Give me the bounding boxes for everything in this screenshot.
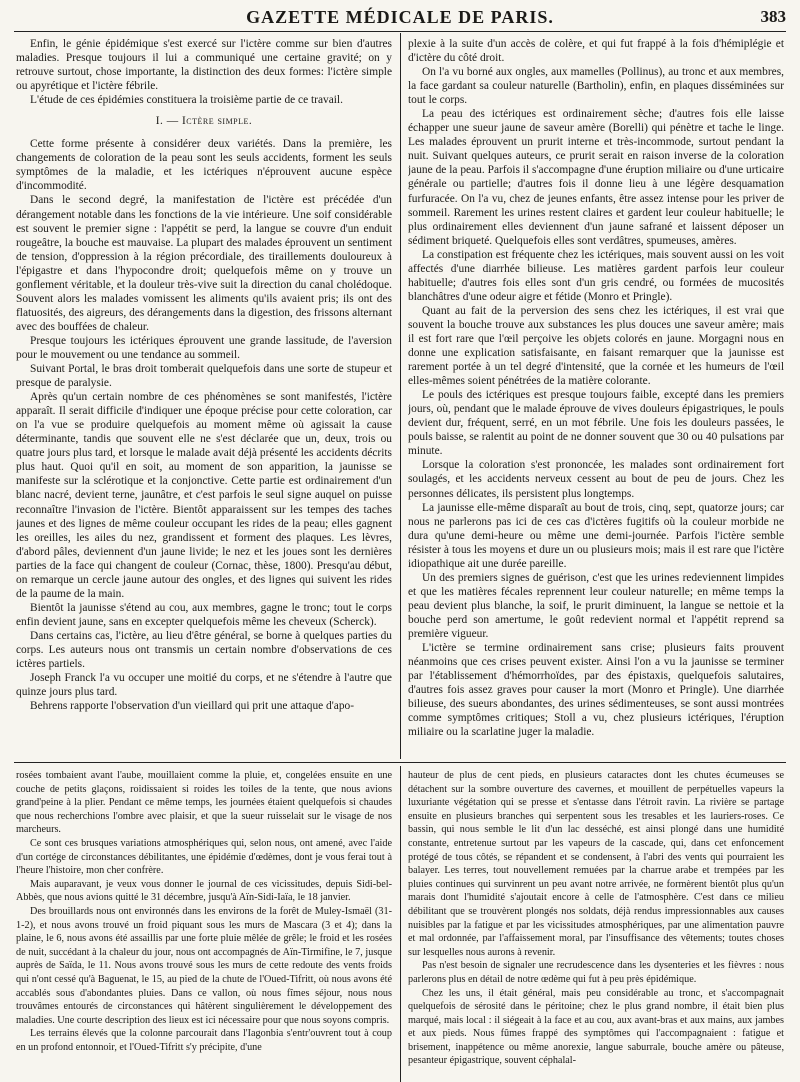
paragraph: Ce sont ces brusques variations atmosphériques qui, selon nous, ont amené, avec l'aide d'un cortége de circonstances débilitantes, une épidémie d'œdèmes, dont je vous ferai tout à l'heure l'histoire, mon cher confrère. (16, 837, 392, 877)
paragraph: Dans le second degré, la manifestation de l'ictère est précédée d'un dérangement notable dans les fonctions de la vie intérieure. Une soif considérable est souvent le premier signe : l'appétit se perd, la langue se couvre d'un enduit rougeâtre, la bouche est mauvaise. La plupart des malades éprouvent un sentiment de tension, d'oppression à la région précordiale, des tiraillements douloureux à l'épigastre et dans l'hypocondre droit; quelquefois même on y trouve un gonflement véritable, et la douleur très-vive suit la direction du canal cholédoque. Souvent alors les malades vomissent les aliments qu'ils avaient pris; ils ont des flatuosités, des aigreurs, des dérangements dans la digestion, des frissons alternant avec des bouffées de chaleur. (16, 194, 392, 333)
paragraph: Joseph Franck l'a vu occuper une moitié du corps, et ne s'étendre à l'autre que quinze jours plus tard. (16, 672, 392, 699)
page-number: 383 (760, 7, 786, 26)
paragraph: La peau des ictériques est ordinairement sèche; d'autres fois elle laisse échapper une sueur jaune de saveur amère (Borelli) qui pénètre et tache le linge. Les malades éprouvent un prurit interne et très-incommode, surtout pendant la nuit. Suivant quelques auteurs, ce prurit serait en raison inverse de la coloration jaune de la peau. Parfois il s'accompagne d'une éruption miliaire ou d'une urticaire générale ou partielle; d'autres fois il donne lieu à une légère desquamation furfuracée. On l'a vu, chez de jeunes enfants, être assez intense pour les priver de sommeil. Rarement les urines restent claires et gardent leur couleur habituelle; le plus ordinairement elles deviennent d'un jaune safrané et laissent déposer un sédiment briqueté. Quelquefois elles sont verdâtres, spumeuses, amères. (408, 108, 784, 247)
column-divider-upper (400, 33, 401, 759)
upper-left-column (16, 37, 392, 759)
paragraph: Mais auparavant, je veux vous donner le journal de ces vicissitudes, depuis Sidi-bel-Abbès, que nous avions quitté le 31 décembre, jusqu'à Aïn-Sidi-Iaïa, le 18 janvier. (16, 878, 392, 904)
paragraph: Behrens rapporte l'observation d'un vieillard qui prit une attaque d'apo- (30, 700, 355, 713)
paragraph: Lorsque la coloration s'est prononcée, les malades sont ordinairement fort soulagés, et les accidents nerveux cessent au bout de peu de jours. Chez les personnes délicates, ils persistent plus longtemps. (408, 459, 784, 500)
paragraph: Cette forme présente à considérer deux variétés. Dans la première, les changements de coloration de la peau sont les seuls accidents, forment les seuls symptômes de la maladie, et les ictériques n'éprouvent aucune espèce d'incommodité. (16, 138, 392, 193)
paragraph: La constipation est fréquente chez les ictériques, mais souvent aussi on les voit affectés d'une diarrhée bilieuse. Les matières gardent parfois leur couleur habituelle; d'autres fois elles sont d'un gris cendré, ou formées de mucosités blanchâtres d'une odeur aigre et fétide (Monro et Pringle). (408, 248, 784, 303)
lower-right-column (408, 769, 784, 1082)
paragraph: hauteur de plus de cent pieds, en plusieurs cataractes dont les chutes écumeuses se détachent sur la sombre ouverture des cavernes, et mouillent de perpétuelles vapeurs la luxuriante végétation qui se presse et s'entasse dans l'étroit ravin. La rivière se partage ensuite en plusieurs branches qui serpentent sous les tresables et les lauriers-roses. Ce bassin, qui nous semble le lit d'un lac desséché, est ainsi plongé dans une humidité constante, entretenue surtout par les vapeurs de la cascade, qui, dans cet enfoncement protégé de tous côtés, se répandent et se condensent, à l'abri des vents qui pourraient les balayer. Les terres, tout nouvellement remuées par la charrue arabe et trempées par les pluies continues qui survinrent un peu avant notre arrivée, ne formèrent bientôt plus qu'un marais dont l'humidité s'ajoutait encore à celle de l'atmosphère. C'est dans ce milieu débilitant que se trouvèrent plongés nos soldats, déjà rendus impressionnables aux causes nuisibles par la fatigue et par les vicissitudes atmosphériques, par une alimentation pauvre et mal ordonnée, par l'affaissement moral, par l'insuffisance des vêtements; toutes choses sur lesquelles nous aurons à revenir. (408, 770, 784, 958)
paragraph: Le pouls des ictériques est presque toujours faible, excepté dans les premiers jours, où, pendant que le malade éprouve de vives douleurs épigastriques, le pouls devient dur, fréquent, serré, en un mot fébrile. Une fois les douleurs passées, le pouls baisse, se ralentit au point de ne donner souvent que 30 ou 40 pulsations par minute. (408, 389, 784, 458)
paragraph: Bientôt la jaunisse s'étend au cou, aux membres, gagne le tronc; tout le corps enfin devient jaune, sans en excepter quelquefois même les cheveux (Scherck). (16, 601, 392, 628)
paragraph: Presque toujours les ictériques éprouvent une grande lassitude, de l'aversion pour le mouvement ou une tendance au sommeil. (16, 334, 392, 361)
paragraph: Enfin, le génie épidémique s'est exercé sur l'ictère comme sur bien d'autres maladies. Presque toujours il lui a communiqué une certaine gravité; on y retrouve surtout, chose importante, la distinction des deux formes: l'ictère simple ou apyrétique et l'ictère fébrile. (16, 38, 392, 93)
section-heading: I. — Ictère simple. (155, 115, 253, 128)
paragraph: Des brouillards nous ont environnés dans les environs de la forêt de Muley-Ismaël (31-1-2), et nous avons trouvé un froid piquant sous les murs de Mascara (3 et 4); dans la plaine, le 6, nous avons été assaillis par une forte pluie mêlée de grêle; le froid et les rosées de nuit, succédant à la chaleur du jour, nous ont accompagnés de Aïn-Tirmifine, le 7, jusque auprès de Saïda, le 11. Nous avons trouvé sous les murs de cette redoute des vents froids qui n'ont cessé qu'à Baguenat, le 15, au pied de la chute de l'Oued-Tifritt, où nous avons été accablés sous d'abondantes pluies. Dans ce vallon, où nous fîmes séjour, nous nous trouvâmes entourés de circonstances qui hâtèrent singulièrement le développement des maladies. Une courte description des lieux est ici nécessaire pour que nous soyons compris. (16, 905, 392, 1026)
header-rule (14, 31, 786, 32)
journal-title: GAZETTE MÉDICALE DE PARIS. (246, 7, 554, 27)
paragraph: Pas n'est besoin de signaler une recrudescence dans les dysenteries et les fièvres : nous parlerons plus en détail de notre œdème qui fut à peu près épidémique. (408, 960, 784, 985)
paragraph: L'étude de ces épidémies constituera la troisième partie de ce travail. (30, 94, 343, 107)
paragraph: L'ictère se termine ordinairement sans crise; plusieurs faits prouvent néanmoins que ces crises peuvent exister. Ainsi l'on a vu la jaunisse se terminer par l'établissement d'hémorrhoïdes, par des épistaxis, quelquefois salutaires, d'autres fois assez graves pour causer la mort (Monro et Pringle). Une diarrhée bilieuse, des sueurs abondantes, des urines sédimenteuses, se sont aussi montrées comme symptômes critiques; Stoll a vu, chez plusieurs ictériques, l'éruption miliaire ou la scarlatine juger la maladie. (408, 642, 784, 739)
paragraph: plexie à la suite d'un accès de colère, et qui fut frappé à la fois d'hémiplégie et d'ictère du côté droit. (408, 38, 784, 65)
section-divider-rule (14, 762, 786, 763)
paragraph: Un des premiers signes de guérison, c'est que les urines redeviennent limpides et que les matières fécales reprennent leur couleur naturelle; en même temps la peau devient plus blanche, la soif, le prurit diminuent, la langue se nettoie et la bouche perd son amertume, le goût redevient normal et l'appétit reprend sa première vigueur. (408, 571, 784, 640)
paragraph: Les terrains élevés que la colonne parcourait dans l'Iagonbia s'entr'ouvrent tout à coup en un profond entonnoir, et l'Oued-Tifritt s'y précipite, d'une (16, 1028, 392, 1053)
paragraph: Suivant Portal, le bras droit tomberait quelquefois dans une sorte de stupeur et presque de paralysie. (16, 363, 392, 390)
paragraph: Dans certains cas, l'ictère, au lieu d'être général, se borne à quelques parties du corps. Les auteurs nous ont transmis un certain nombre d'observations de ces ictères partiels. (16, 629, 392, 671)
page-header (14, 4, 786, 30)
paragraph: Après qu'un certain nombre de ces phénomènes se sont manifestés, l'ictère apparaît. Il serait difficile d'indiquer une époque précise pour cette coloration, car on l'a vue se produire quelquefois au moment même où agissait la cause déterminante, tandis que souvent elle ne s'est déclarée que un, deux, trois ou quatre jours plus tard, et lorsque le malade avait déjà présenté les accidents décrits plus haut. Quoi qu'il en soit, au moment de son apparition, la jaunisse se manifeste sur la sclérotique et la conjonctive. Cette partie est ordinairement d'un blanc nacré, devient terne, jaunâtre, et c'est parfois le seul signe auquel on puisse reconnaître l'invasion de l'ictère. Bientôt apparaissent sur les tempes des taches jaunes et des lignes de même couleur occupant les rides de la peau; elles gagnent les oreilles, les ailes du nez, grandissent et forment des plaques. Les lèvres, d'abord pâles, deviennent d'un jaune livide; le nez et les joues sont les dernières parties de la face qui changent de couleur (Cornac, thèse, 1800). Presqu'au début, on remarque un cercle jaune autour des ongles, et des lignes qui suivent les rides de la paume de la main. (16, 391, 392, 600)
column-divider-lower (400, 766, 401, 1082)
paragraph: Quant au fait de la perversion des sens chez les ictériques, il est vrai que souvent la bouche trouve aux substances les plus douces une saveur amère; mais il est fort rare que l'œil perçoive les objets colorés en jaune. Morgagni nous en donne une explication satisfaisante, en faisant remarquer que la jaunisse est rarement portée à un tel degré d'intensité, que la cornée et les humeurs de l'œil elles-mêmes soient pénétrées de la matière colorante. (408, 304, 784, 388)
paragraph: On l'a vu borné aux ongles, aux mamelles (Pollinus), au tronc et aux membres, la face gardant sa couleur naturelle (Bartholin), enfin, en plaques disséminées sur tout le corps. (408, 66, 784, 107)
paragraph: La jaunisse elle-même disparaît au bout de trois, cinq, sept, quatorze jours; car nous ne parlerons pas ici de ces cas d'ictères fugitifs où la couleur morbide ne dura qu'une demi-heure ou même une demi-journée. Parfois l'ictère semble résister à tous les moyens et dure un ou plusieurs mois; mais il est rare que l'ictère idiopathique ait une durée pareille. (408, 501, 784, 570)
lower-left-column (16, 769, 392, 1082)
upper-right-column (408, 37, 784, 759)
paragraph: Chez les uns, il était général, mais peu considérable au tronc, et s'accompagnait quelquefois de sérosité dans le péritoine; chez le plus grand nombre, il était bien plus marqué, mais local : il siégeait à la face et au cou, aux avant-bras et aux mains, aux jambes et aux pieds. Nous fûmes frappé des symptômes qui l'accompagnaient : fatigue et brisement, inappétence ou même anorexie, langue saburrale, bouche amère ou pâteuse, pesanteur épigastrique, souvent céphalal- (408, 987, 784, 1067)
paragraph: rosées tombaient avant l'aube, mouillaient comme la pluie, et, congelées ensuite en une couche de petits glaçons, roidissaient si roides les toiles de la tente, que nous avions grand'peine à la plier. Pendant ce même temps, les journées étaient quelquefois si chaudes que nous recherchions l'ombre avec plaisir, et que la sueur ruisselait sur le visage de nos marcheurs. (16, 770, 392, 836)
